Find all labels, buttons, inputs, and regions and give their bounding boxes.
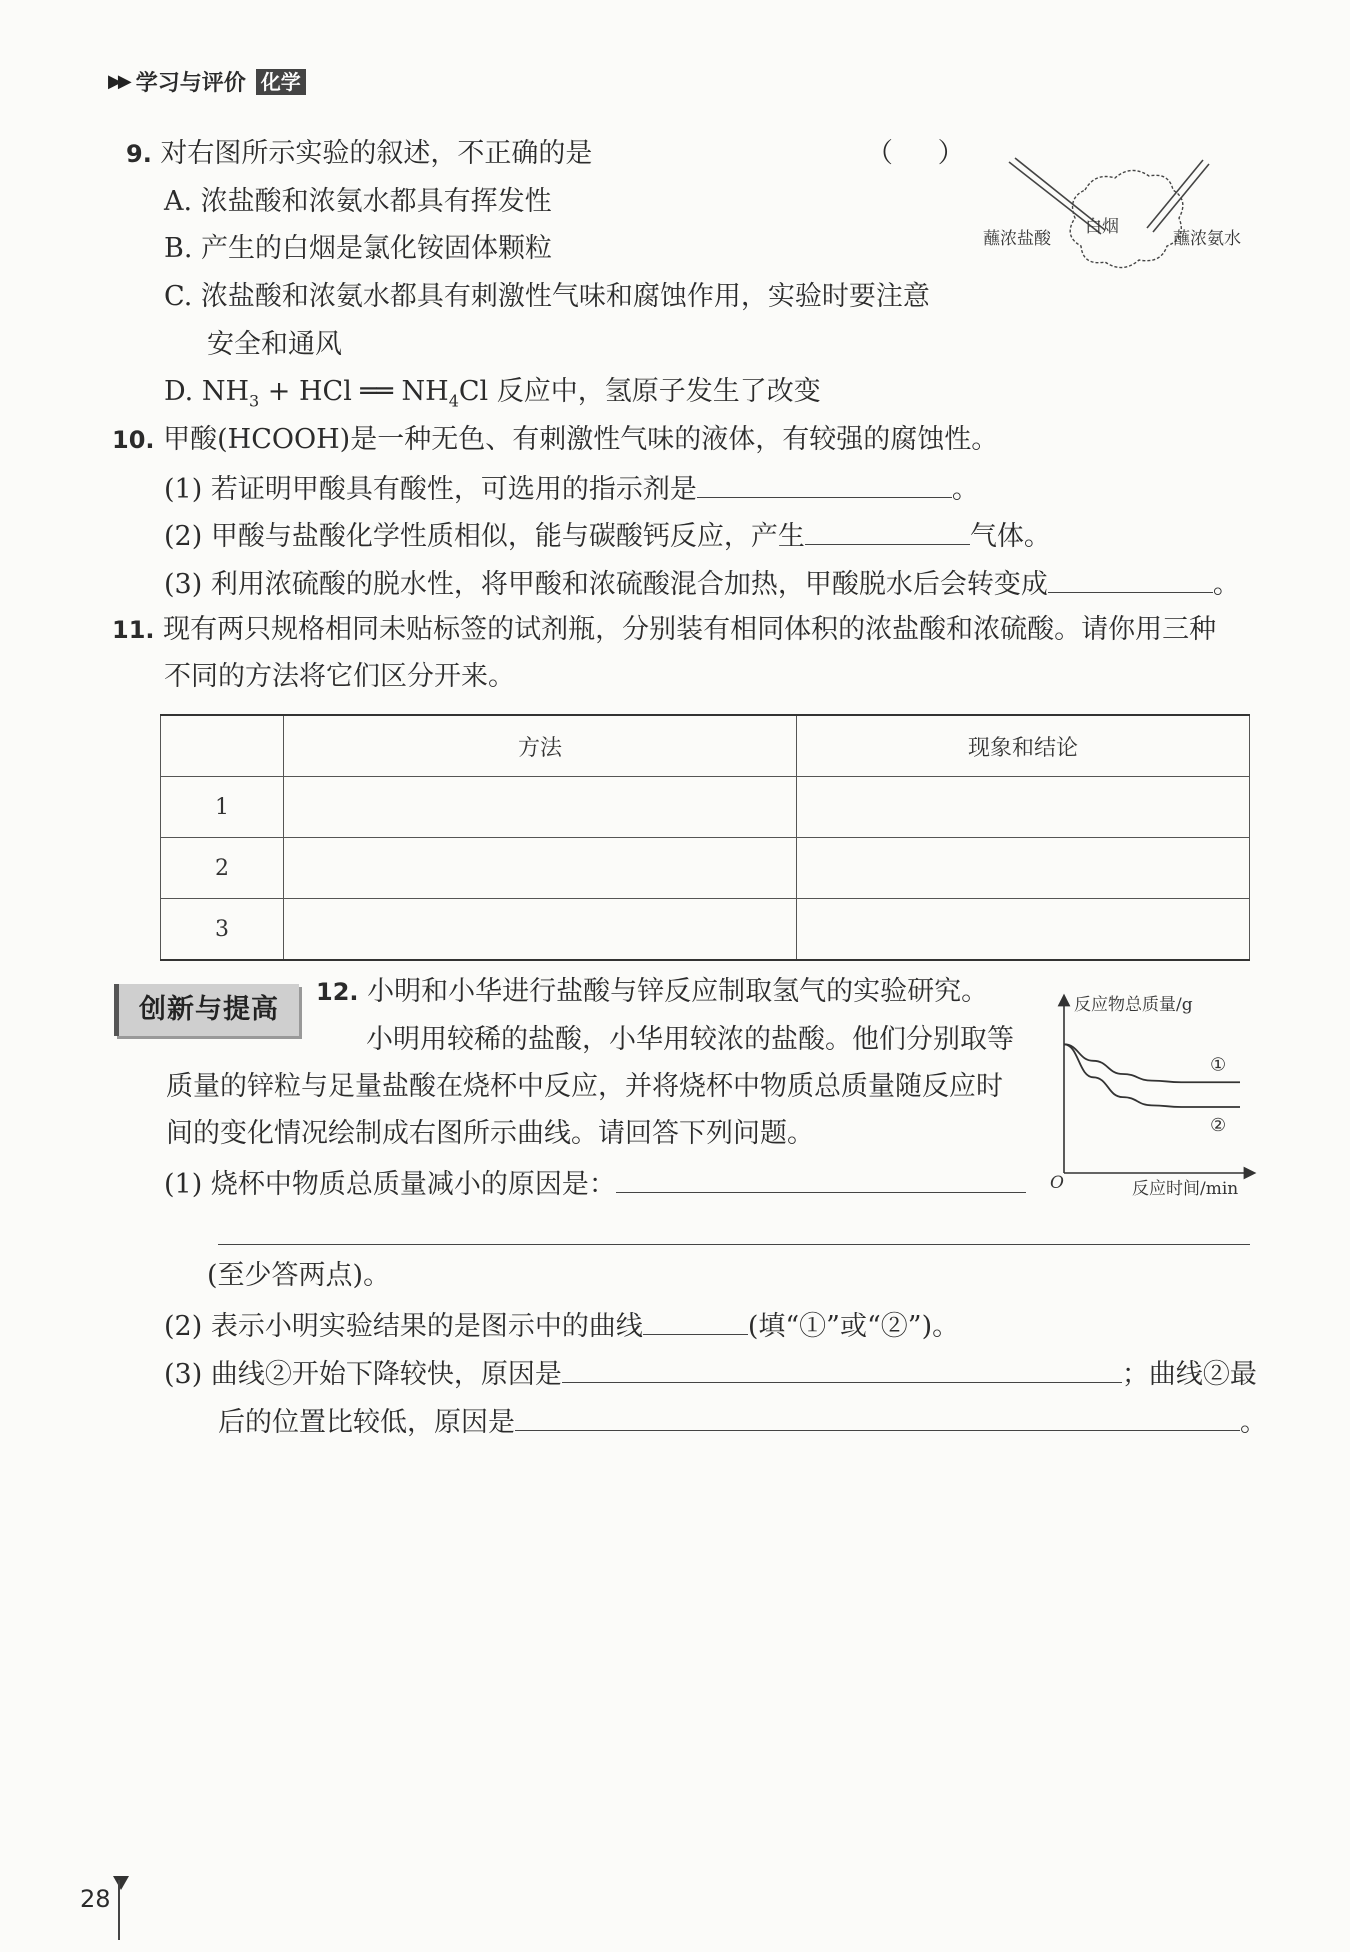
table-header-row	[161, 715, 1250, 777]
table-header-method: 方法	[284, 715, 797, 777]
q12-part1-note: (至少答两点)。	[207, 1260, 391, 1291]
q9-number: 9.	[126, 140, 152, 168]
q9-option-c-cont: 安全和通风	[207, 329, 342, 360]
q11-stem-cont: 不同的方法将它们区分开来。	[164, 661, 515, 692]
q12-part3-cont	[218, 1400, 1267, 1443]
table-cell-result[interactable]	[797, 777, 1250, 838]
q10-part2-end: 气体。	[969, 521, 1051, 552]
q12-part2-blank[interactable]	[643, 1304, 748, 1335]
section-badge: 创新与提高	[114, 984, 299, 1036]
table-row-index: 3	[161, 899, 284, 961]
q12-part2-text: (2) 表示小明实验结果的是图示中的曲线	[164, 1311, 643, 1342]
q9-stem-text: 对右图所示实验的叙述，不正确的是	[160, 138, 593, 169]
q10-part3-end: 。	[1212, 569, 1240, 600]
table-row	[161, 777, 1250, 838]
q9-stem	[126, 134, 592, 174]
q12-stem-line2: 小明用较稀的盐酸，小华用较浓的盐酸。他们分别取等	[366, 1024, 1014, 1055]
table-row	[161, 838, 1250, 899]
q12-stem-line3: 质量的锌粒与足量盐酸在烧杯中反应，并将烧杯中物质总质量随反应时	[166, 1071, 1003, 1102]
q10-part3-blank[interactable]	[1048, 562, 1213, 593]
book-title: 学习与评价	[135, 71, 246, 96]
curve-1-label: ①	[1210, 1054, 1227, 1076]
q11-stem	[112, 610, 1216, 650]
q12-part3-blank[interactable]	[562, 1352, 1122, 1383]
curve-2-label: ②	[1210, 1115, 1227, 1136]
q10-part3	[164, 562, 1240, 605]
table-header-result: 现象和结论	[797, 715, 1250, 777]
double-arrow-icon: ▶▶	[108, 71, 128, 92]
origin-label: O	[1050, 1173, 1064, 1193]
q11-number: 11.	[112, 616, 155, 644]
q10-part1-end: 。	[951, 474, 979, 505]
q12-part2-post: (填“①”或“②”)。	[747, 1311, 960, 1342]
q12-part1	[164, 1162, 1026, 1205]
q9-d-sub3: 3	[249, 391, 260, 411]
q9-d-part3: Cl 反应中，氢原子发生了改变	[458, 376, 821, 407]
q12-part1-text: (1) 烧杯中物质总质量减小的原因是：	[164, 1169, 616, 1200]
subject-badge: 化学	[256, 69, 306, 95]
q10-number: 10.	[112, 426, 155, 454]
page-marker-rule	[118, 1880, 120, 1940]
page-marker-triangle-icon	[113, 1876, 129, 1890]
table-row-index: 2	[161, 838, 284, 899]
q10-part3-text: (3) 利用浓硫酸的脱水性，将甲酸和浓硫酸混合加热，甲酸脱水后会转变成	[164, 569, 1048, 600]
table-cell-result[interactable]	[797, 899, 1250, 961]
smoke-label: 白烟	[1085, 217, 1119, 237]
q12-part2	[164, 1304, 959, 1347]
table-cell-method[interactable]	[284, 899, 797, 961]
left-rod-label: 蘸浓盐酸	[983, 229, 1051, 249]
q9-option-d	[164, 372, 821, 412]
q10-part1-blank[interactable]	[697, 467, 952, 498]
q12-part3-text: (3) 曲线②开始下降较快，原因是	[164, 1359, 562, 1390]
q9-d-sub4: 4	[448, 391, 459, 411]
q9-figure	[975, 150, 1265, 280]
q10-part2	[164, 514, 1051, 557]
q10-stem	[112, 420, 998, 460]
q12-part1-blank-line2[interactable]	[218, 1244, 1250, 1245]
q9-option-b: B. 产生的白烟是氯化铵固体颗粒	[164, 233, 553, 264]
table-cell-result[interactable]	[797, 838, 1250, 899]
q12-part3-blank2[interactable]	[515, 1400, 1240, 1431]
q12-part3-cont-end: 。	[1240, 1407, 1267, 1438]
q12-part3-cont-text: 后的位置比较低，原因是	[218, 1407, 515, 1438]
q10-part2-text: (2) 甲酸与盐酸化学性质相似，能与碳酸钙反应，产生	[164, 521, 805, 552]
q12-number: 12.	[316, 978, 359, 1006]
q12-part1-blank[interactable]	[616, 1162, 1026, 1193]
q9-option-a: A. 浓盐酸和浓氨水都具有挥发性	[164, 186, 552, 217]
q10-part1	[164, 467, 979, 510]
q11-answer-table	[160, 714, 1250, 961]
q9-d-part2: + HCl ══ NH	[259, 376, 449, 407]
table-row-index: 1	[161, 777, 284, 838]
right-rod-label: 蘸浓氨水	[1173, 229, 1241, 249]
q12-stem-line4: 间的变化情况绘制成右图所示曲线。请回答下列问题。	[166, 1118, 814, 1149]
q12-stem-line1	[316, 972, 988, 1012]
table-header-index	[161, 715, 284, 777]
page-number: 28	[80, 1885, 111, 1913]
q12-line1-text: 小明和小华进行盐酸与锌反应制取氢气的实验研究。	[367, 976, 989, 1007]
table-row	[161, 899, 1250, 961]
q9-option-c: C. 浓盐酸和浓氨水都具有刺激性气味和腐蚀作用，实验时要注意	[164, 281, 930, 312]
q9-d-part: D. NH	[164, 376, 250, 407]
q11-stem-text: 现有两只规格相同未贴标签的试剂瓶，分别装有相同体积的浓盐酸和浓硫酸。请你用三种	[163, 614, 1217, 645]
glass-rod-right	[1147, 160, 1203, 228]
q12-part3-mid: ；曲线②最	[1121, 1359, 1257, 1390]
q12-part3	[164, 1352, 1257, 1395]
x-axis-label: 反应时间/min	[1132, 1179, 1239, 1198]
q10-part1-text: (1) 若证明甲酸具有酸性，可选用的指示剂是	[164, 474, 697, 505]
page-header	[108, 66, 306, 97]
table-cell-method[interactable]	[284, 838, 797, 899]
q12-mass-time-chart	[1040, 988, 1260, 1198]
q10-stem-text: 甲酸(HCOOH)是一种无色、有刺激性气味的液体，有较强的腐蚀性。	[163, 424, 999, 455]
table-cell-method[interactable]	[284, 777, 797, 838]
q9-answer-paren[interactable]: （ ）	[866, 138, 983, 169]
q10-part2-blank[interactable]	[805, 514, 970, 545]
y-axis-label: 反应物总质量/g	[1074, 995, 1193, 1015]
